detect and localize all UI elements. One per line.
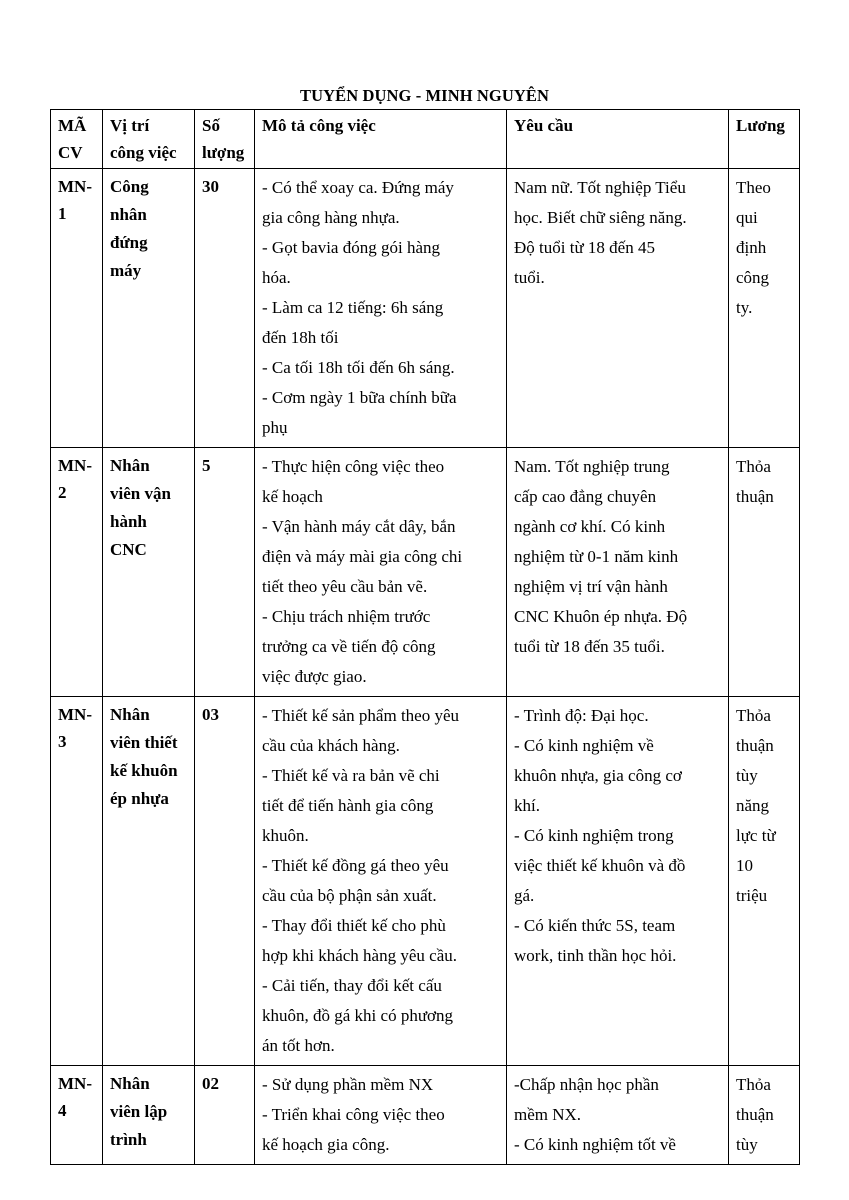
cell-quantity: 03 bbox=[195, 697, 255, 1066]
cell-salary-line: thuận bbox=[736, 736, 774, 755]
cell-description-line: hợp khi khách hàng yêu cầu. bbox=[262, 946, 457, 965]
cell-requirements-line: tuổi. bbox=[514, 268, 545, 287]
cell-description-line: - Thiết kế và ra bản vẽ chi bbox=[262, 766, 440, 785]
cell-requirements-line: - Trình độ: Đại học. bbox=[514, 706, 649, 725]
table-header-row bbox=[51, 110, 800, 169]
cell-description bbox=[255, 448, 507, 697]
cell-requirements-line: - Có kinh nghiệm tốt về bbox=[514, 1135, 676, 1154]
cell-position-line: kế khuôn bbox=[110, 761, 178, 780]
cell-requirements bbox=[507, 169, 729, 448]
cell-position-line: trình bbox=[110, 1130, 147, 1149]
cell-requirements-line: cấp cao đẳng chuyên bbox=[514, 487, 657, 506]
cell-requirements-line: gá. bbox=[514, 886, 535, 905]
cell-requirements-line: work, tinh thần học hỏi. bbox=[514, 946, 677, 965]
cell-requirements-line: - Có kiến thức 5S, team bbox=[514, 916, 676, 935]
cell-requirements-line: mềm NX. bbox=[514, 1105, 582, 1124]
cell-position-line: viên thiết bbox=[110, 733, 178, 752]
cell-quantity: 02 bbox=[195, 1066, 255, 1165]
cell-requirements-line: khuôn nhựa, gia công cơ bbox=[514, 766, 682, 785]
table-row bbox=[51, 169, 800, 448]
cell-requirements-line: ngành cơ khí. Có kinh bbox=[514, 517, 666, 536]
cell-code-line: 1 bbox=[58, 204, 67, 223]
cell-description-line: hóa. bbox=[262, 268, 291, 287]
cell-description-line: - Cải tiến, thay đổi kết cấu bbox=[262, 976, 442, 995]
cell-position-line: Nhân bbox=[110, 456, 150, 475]
cell-position-line: Nhân bbox=[110, 705, 150, 724]
cell-requirements bbox=[507, 1066, 729, 1165]
cell-description-line: - Ca tối 18h tối đến 6h sáng. bbox=[262, 358, 455, 377]
cell-salary-line: năng bbox=[736, 796, 770, 815]
cell-position bbox=[103, 1066, 195, 1165]
cell-salary-line: Thỏa bbox=[736, 457, 771, 476]
cell-description-line: khuôn. bbox=[262, 826, 309, 845]
cell-code-line: 4 bbox=[58, 1101, 67, 1120]
cell-requirements-line: Nam. Tốt nghiệp trung bbox=[514, 457, 670, 476]
cell-description-line: cầu của bộ phận sản xuất. bbox=[262, 886, 437, 905]
cell-position-line: CNC bbox=[110, 540, 147, 559]
cell-salary-line: tùy bbox=[736, 1135, 758, 1154]
cell-description bbox=[255, 1066, 507, 1165]
cell-requirements-line: việc thiết kế khuôn và đồ bbox=[514, 856, 686, 875]
cell-requirements-line: tuổi từ 18 đến 35 tuổi. bbox=[514, 637, 665, 656]
cell-description-line: kế hoạch bbox=[262, 487, 323, 506]
header-requirements: Yêu cầu bbox=[507, 110, 729, 169]
cell-description-line: - Thiết kế đồng gá theo yêu bbox=[262, 856, 449, 875]
cell-salary-line: Thỏa bbox=[736, 706, 771, 725]
cell-description-line: tiết theo yêu cầu bản vẽ. bbox=[262, 577, 428, 596]
cell-requirements-line: CNC Khuôn ép nhựa. Độ bbox=[514, 607, 688, 626]
cell-description-line: - Gọt bavia đóng gói hàng bbox=[262, 238, 440, 257]
cell-position-line: Nhân bbox=[110, 1074, 150, 1093]
cell-code-line: MN- bbox=[58, 177, 92, 196]
table-row bbox=[51, 448, 800, 697]
cell-description-line: - Cơm ngày 1 bữa chính bữa bbox=[262, 388, 457, 407]
cell-salary bbox=[729, 1066, 800, 1165]
cell-description-line: đến 18h tối bbox=[262, 328, 339, 347]
cell-description bbox=[255, 169, 507, 448]
cell-salary-line: tùy bbox=[736, 766, 758, 785]
cell-description-line: - Triển khai công việc theo bbox=[262, 1105, 445, 1124]
cell-position bbox=[103, 448, 195, 697]
cell-description-line: phụ bbox=[262, 418, 288, 437]
cell-position-line: Công bbox=[110, 177, 149, 196]
cell-position-line: ép nhựa bbox=[110, 789, 169, 808]
cell-requirements bbox=[507, 697, 729, 1066]
cell-requirements-line: nghiệm vị trí vận hành bbox=[514, 577, 668, 596]
cell-code-line: MN- bbox=[58, 1074, 92, 1093]
cell-description-line: - Thay đổi thiết kế cho phù bbox=[262, 916, 446, 935]
cell-requirements-line: - Có kinh nghiệm trong bbox=[514, 826, 674, 845]
cell-description-line: việc được giao. bbox=[262, 667, 367, 686]
cell-code bbox=[51, 169, 103, 448]
cell-description-line: - Thiết kế sản phẩm theo yêu bbox=[262, 706, 460, 725]
cell-quantity: 5 bbox=[195, 448, 255, 697]
cell-salary-line: qui bbox=[736, 208, 758, 227]
table-row bbox=[51, 1066, 800, 1165]
cell-description-line: - Sử dụng phần mềm NX bbox=[262, 1075, 434, 1094]
cell-code-line: 3 bbox=[58, 732, 67, 751]
cell-salary bbox=[729, 448, 800, 697]
cell-description-line: - Có thể xoay ca. Đứng máy bbox=[262, 178, 454, 197]
cell-code-line: MN- bbox=[58, 705, 92, 724]
cell-position bbox=[103, 169, 195, 448]
cell-salary-line: ty. bbox=[736, 298, 753, 317]
header-description: Mô tả công việc bbox=[255, 110, 507, 169]
cell-position-line: hành bbox=[110, 512, 147, 531]
cell-requirements bbox=[507, 448, 729, 697]
cell-requirements-line: nghiệm từ 0-1 năm kinh bbox=[514, 547, 679, 566]
cell-position-line: nhân bbox=[110, 205, 147, 224]
cell-description-line: - Làm ca 12 tiếng: 6h sáng bbox=[262, 298, 444, 317]
cell-salary-line: thuận bbox=[736, 1105, 774, 1124]
cell-position-line: viên lập bbox=[110, 1102, 168, 1121]
header-code: MÃ CV bbox=[51, 110, 103, 169]
cell-description bbox=[255, 697, 507, 1066]
cell-position-line: đứng bbox=[110, 233, 148, 252]
table-row bbox=[51, 697, 800, 1066]
cell-salary-line: định bbox=[736, 238, 767, 257]
table-body bbox=[51, 169, 800, 1165]
cell-salary-line: Thỏa bbox=[736, 1075, 771, 1094]
cell-quantity: 30 bbox=[195, 169, 255, 448]
cell-requirements-line: Nam nữ. Tốt nghiệp Tiểu bbox=[514, 178, 686, 197]
cell-description-line: tiết để tiến hành gia công bbox=[262, 796, 434, 815]
cell-description-line: - Chịu trách nhiệm trước bbox=[262, 607, 431, 626]
cell-position-line: máy bbox=[110, 261, 142, 280]
cell-code bbox=[51, 1066, 103, 1165]
cell-salary-line: công bbox=[736, 268, 770, 287]
cell-requirements-line: Độ tuổi từ 18 đến 45 bbox=[514, 238, 655, 257]
cell-code-line: MN- bbox=[58, 456, 92, 475]
cell-position-line: viên vận bbox=[110, 484, 171, 503]
cell-salary-line: thuận bbox=[736, 487, 774, 506]
document-title: TUYỂN DỤNG - MINH NGUYÊN bbox=[300, 86, 549, 105]
cell-position bbox=[103, 697, 195, 1066]
cell-requirements-line: khí. bbox=[514, 796, 540, 815]
cell-salary-line: Theo bbox=[736, 178, 771, 197]
cell-description-line: - Vận hành máy cắt dây, bắn bbox=[262, 517, 456, 536]
cell-requirements-line: -Chấp nhận học phần bbox=[514, 1075, 659, 1094]
cell-description-line: - Thực hiện công việc theo bbox=[262, 457, 445, 476]
cell-description-line: khuôn, đồ gá khi có phương bbox=[262, 1006, 454, 1025]
header-quantity: Số lượng bbox=[195, 110, 255, 169]
cell-salary-line: triệu bbox=[736, 886, 768, 905]
recruitment-table bbox=[50, 109, 800, 1165]
cell-salary-line: 10 bbox=[736, 856, 753, 875]
cell-requirements-line: - Có kinh nghiệm về bbox=[514, 736, 654, 755]
cell-description-line: điện và máy mài gia công chi bbox=[262, 547, 463, 566]
cell-salary-line: lực từ bbox=[736, 826, 776, 845]
cell-code bbox=[51, 697, 103, 1066]
cell-code bbox=[51, 448, 103, 697]
cell-description-line: kế hoạch gia công. bbox=[262, 1135, 390, 1154]
cell-salary bbox=[729, 697, 800, 1066]
cell-salary bbox=[729, 169, 800, 448]
cell-description-line: cầu của khách hàng. bbox=[262, 736, 400, 755]
cell-description-line: trưởng ca về tiến độ công bbox=[262, 637, 436, 656]
header-salary: Lương bbox=[729, 110, 800, 169]
cell-description-line: gia công hàng nhựa. bbox=[262, 208, 400, 227]
cell-description-line: án tốt hơn. bbox=[262, 1036, 335, 1055]
cell-code-line: 2 bbox=[58, 483, 67, 502]
cell-requirements-line: học. Biết chữ siêng năng. bbox=[514, 208, 687, 227]
header-position: Vị trí công việc bbox=[103, 110, 195, 169]
